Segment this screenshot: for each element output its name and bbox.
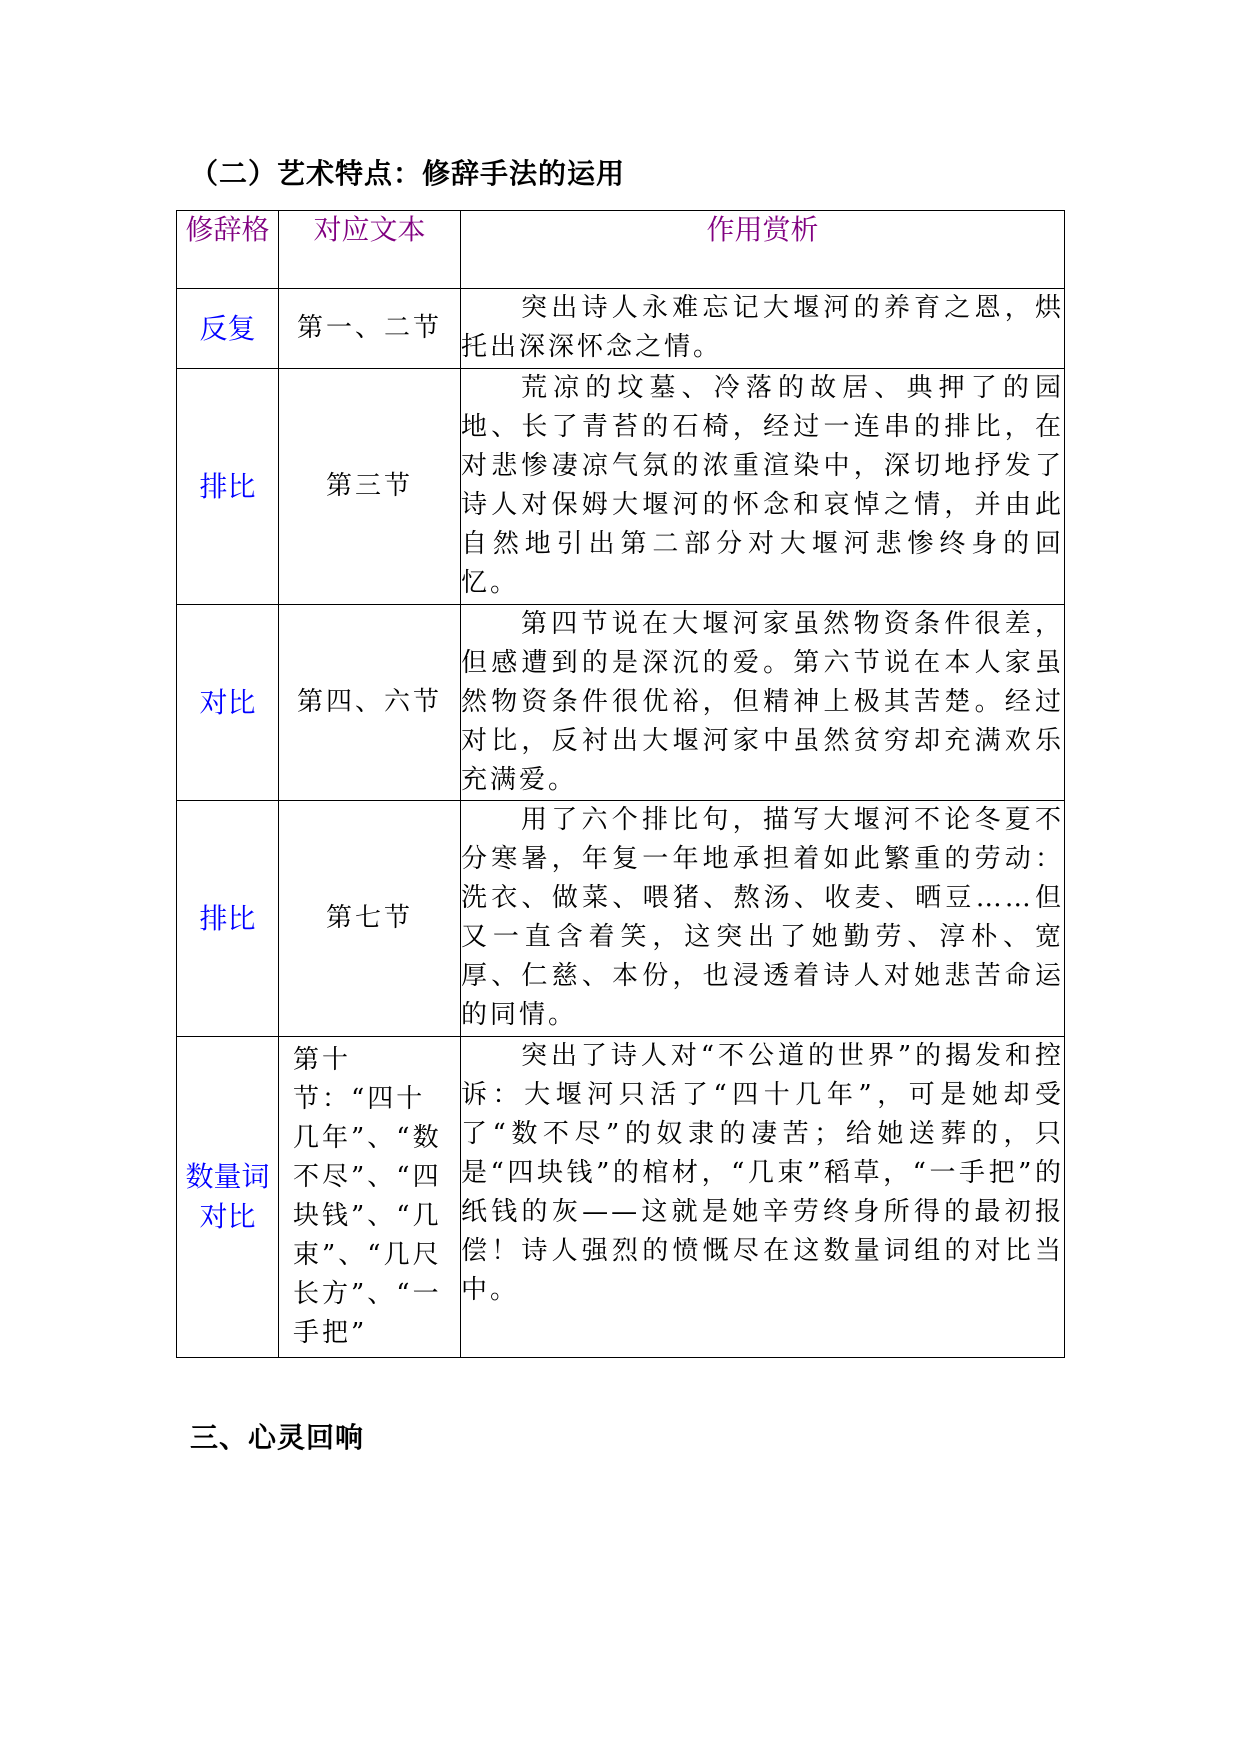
source-text: 第十节：“四十几年”、“数不尽”、“四块钱”、“几束”、“几尺长方”、“一手把”: [279, 1037, 461, 1358]
analysis-text: 第四节说在大堰河家虽然物资条件很差，但感遭到的是深沉的爱。第六节说在本人家虽然物资条件很优裕，但精神上极其苦楚。经过对比，反衬出大堰河家中虽然贫穷却充满欢乐充满爱。: [461, 605, 1065, 801]
source-text: 第一、二节: [279, 289, 461, 369]
analysis-text: 荒凉的坟墓、冷落的故居、典押了的园地、长了青苔的石椅，经过一连串的排比，在对悲惨凄凉气氛的浓重渲染中，深切地抒发了诗人对保姆大堰河的怀念和哀悼之情，并由此自然地引出第二部分对大堰河悲惨终身的回忆。: [461, 369, 1065, 605]
analysis-text: 突出了诗人对“不公道的世界”的揭发和控诉：大堰河只活了“四十几年”，可是她却受了“数不尽”的奴隶的凄苦；给她送葬的，只是“四块钱”的棺材，“几束”稻草，“一手把”的纸钱的灰——这就是她辛劳终身所得的最初报偿！诗人强烈的愤慨尽在这数量词组的对比当中。: [461, 1037, 1065, 1358]
source-text: 第七节: [279, 801, 461, 1037]
table-row: [177, 369, 1065, 605]
rhetoric-type: 对比: [177, 605, 279, 801]
table-row: [177, 289, 1065, 369]
table-header-row: [177, 211, 1065, 289]
section-heading: （二）艺术特点：修辞手法的运用: [190, 157, 626, 190]
rhetoric-type: 排比: [177, 369, 279, 605]
source-text: 第四、六节: [279, 605, 461, 801]
header-type: 修辞格: [177, 211, 279, 289]
rhetoric-table: [176, 210, 1065, 1358]
analysis-text: 用了六个排比句，描写大堰河不论冬夏不分寒暑，年复一年地承担着如此繁重的劳动：洗衣、做菜、喂猪、熬汤、收麦、晒豆……但又一直含着笑，这突出了她勤劳、淳朴、宽厚、仁慈、本份，也浸透着诗人对她悲苦命运的同情。: [461, 801, 1065, 1037]
source-text: 第三节: [279, 369, 461, 605]
header-source: 对应文本: [279, 211, 461, 289]
table-row: [177, 605, 1065, 801]
rhetoric-type: 数量词对比: [177, 1037, 279, 1358]
next-section-heading: 三、心灵回响: [190, 1421, 365, 1454]
analysis-text: 突出诗人永难忘记大堰河的养育之恩，烘托出深深怀念之情。: [461, 289, 1065, 369]
table-row: [177, 1037, 1065, 1358]
table-row: [177, 801, 1065, 1037]
header-analysis: 作用赏析: [461, 211, 1065, 289]
rhetoric-type: 反复: [177, 289, 279, 369]
rhetoric-type: 排比: [177, 801, 279, 1037]
